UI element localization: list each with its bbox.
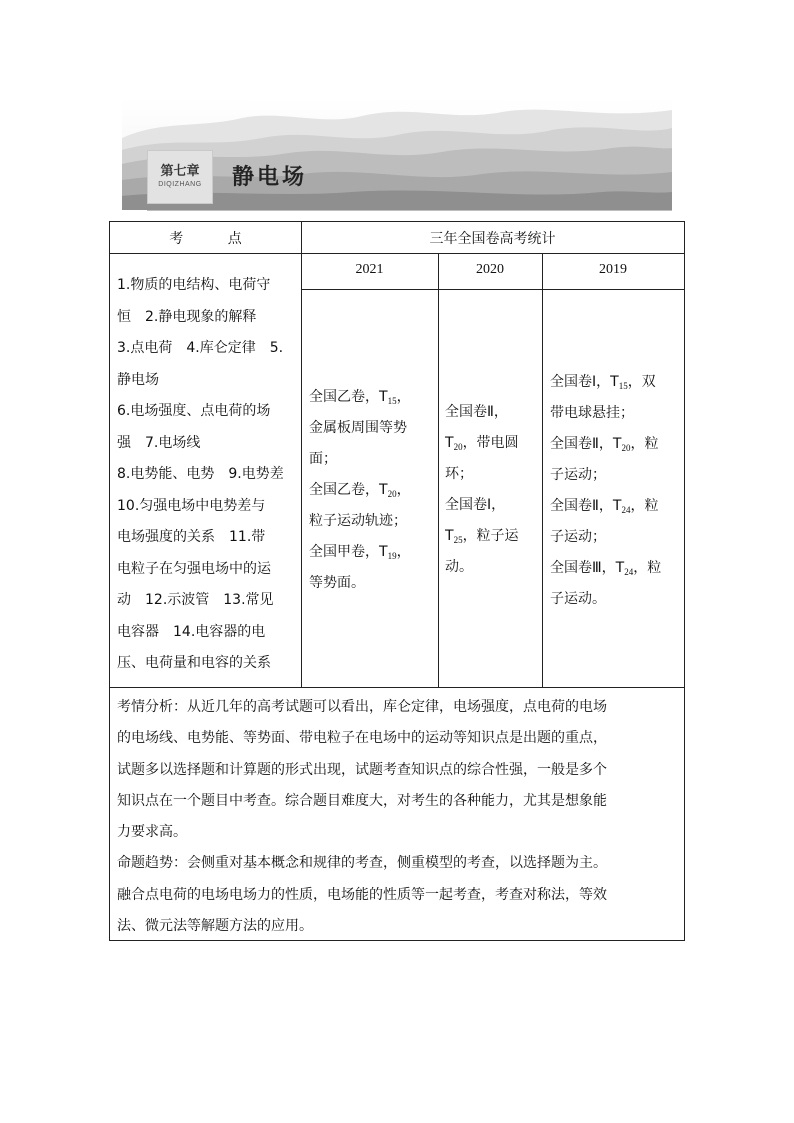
stats-2019: 全国卷Ⅰ，$T_{15}$，双 带电球悬挂； 全国卷Ⅱ，$T_{20}$，粒 子运动； 全国卷Ⅱ，$T_{24}$，粒 子运动； 全国卷Ⅲ，$T_{24}$，粒 子运动。 xyxy=(550,374,662,607)
header-divider xyxy=(110,253,684,254)
analysis-divider xyxy=(110,687,684,688)
year-row-divider xyxy=(301,289,684,290)
topic-list xyxy=(117,270,297,680)
topic-line: 1.物质的电结构、电荷守 xyxy=(117,277,271,293)
analysis-line: 融合点电荷的电场电场力的性质，电场能的性质等一起考查，考查对称法，等效 xyxy=(117,886,607,903)
chapter-number: 第七章 xyxy=(160,164,200,179)
topic-line: 恒 2.静电现象的解释 xyxy=(117,308,257,325)
analysis-line: 知识点在一个题目中考查。综合题目难度大，对考生的各种能力，尤其是想象能 xyxy=(117,792,607,809)
topic-header: 考 点 xyxy=(169,231,262,247)
year-2021: 2021 xyxy=(355,262,384,277)
topic-line: 电粒子在匀强电场中的运 xyxy=(117,560,271,577)
year-2020: 2020 xyxy=(476,262,504,277)
banner-divider xyxy=(147,210,672,211)
exam-stats-table xyxy=(109,221,685,941)
topic-line: 电场强度的关系 11.带 xyxy=(117,529,266,545)
stats-2021: 全国乙卷，$T_{15}$， 金属板周围等势 面； 全国乙卷，$T_{20}$， 粒子运动轨迹； 全国甲卷，$T_{19}$， 等势面。 xyxy=(309,389,411,591)
topic-line: 8.电势能、电势 9.电势差 xyxy=(117,466,284,482)
year-2019: 2019 xyxy=(599,262,627,277)
analysis-line: 试题多以选择题和计算题的形式出现，试题考查知识点的综合性强，一般是多个 xyxy=(117,761,607,778)
stats-2020: 全国卷Ⅱ， $T_{20}$，带电圆 环； 全国卷Ⅰ， $T_{25}$，粒子运 动。 xyxy=(445,404,519,575)
topic-line: 3.点电荷 4.库仑定律 5. xyxy=(117,340,284,356)
stats-header: 三年全国卷高考统计 xyxy=(429,231,556,247)
year-column-divider-1 xyxy=(438,253,439,687)
topic-line: 静电场 xyxy=(117,371,159,388)
topic-column-divider xyxy=(301,222,302,687)
year-column-divider-2 xyxy=(542,253,543,687)
analysis-line: 命题趋势：会侧重对基本概念和规律的考查，侧重模型的考查，以选择题为主。 xyxy=(117,855,607,872)
topic-line: 强 7.电场线 xyxy=(117,434,201,451)
chapter-title: 静电场 xyxy=(232,165,308,190)
chapter-pinyin: DIQIZHANG xyxy=(158,181,202,188)
analysis-line: 法、微元法等解题方法的应用。 xyxy=(117,918,313,935)
chapter-label-box xyxy=(147,150,213,204)
topic-line: 压、电荷量和电容的关系 xyxy=(117,655,271,671)
topic-line: 电容器 14.电容器的电 xyxy=(117,623,266,640)
topic-line: 6.电场强度、点电荷的场 xyxy=(117,403,271,419)
topic-line: 动 12.示波管 13.常见 xyxy=(117,592,274,608)
analysis-line: 考情分析：从近几年的高考试题可以看出，库仑定律，电场强度，点电荷的电场 xyxy=(117,699,607,715)
topic-line: 10.匀强电场中电势差与 xyxy=(117,497,266,514)
analysis-text xyxy=(117,692,679,942)
analysis-line: 力要求高。 xyxy=(117,824,187,841)
analysis-line: 的电场线、电势能、等势面、带电粒子在电场中的运动等知识点是出题的重点， xyxy=(117,730,607,747)
